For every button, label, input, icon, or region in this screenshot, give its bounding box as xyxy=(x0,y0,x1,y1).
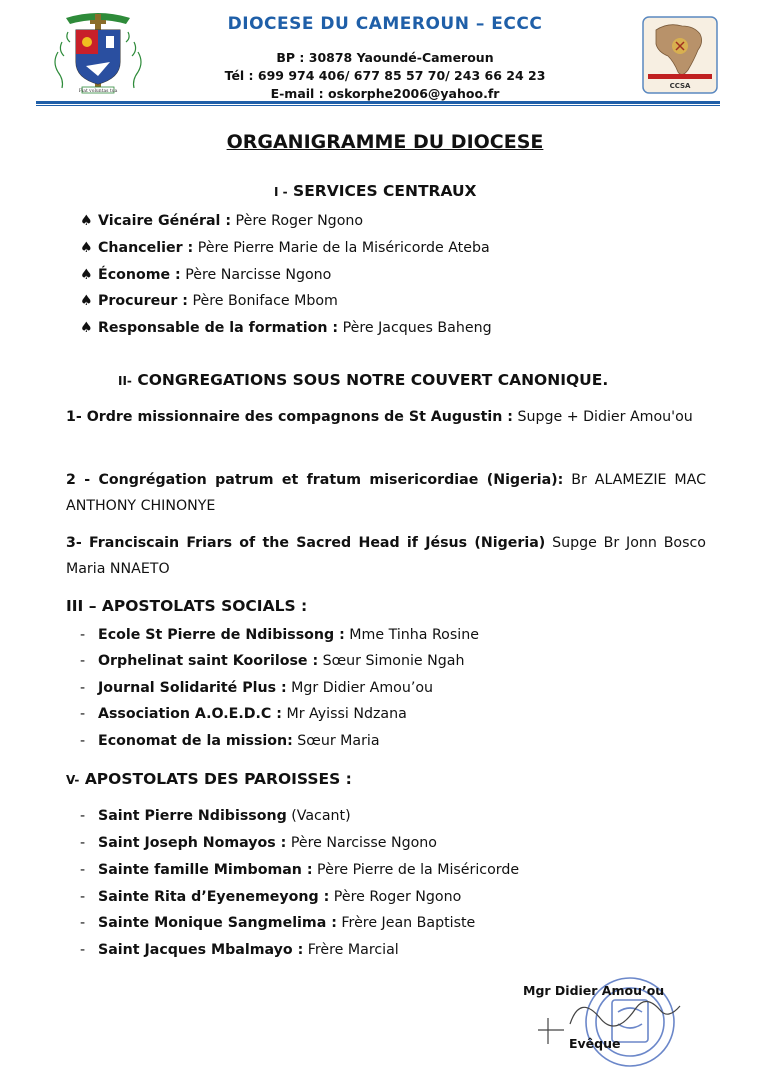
list-item: ♠ Vicaire Général : Père Roger Ngono xyxy=(80,213,364,229)
list-item: ♠ Chancelier : Père Pierre Marie de la Miséricorde Ateba xyxy=(80,240,490,256)
spade-bullet-icon: ♠ xyxy=(80,213,93,229)
dash-bullet-icon: - xyxy=(80,915,86,931)
congregation-item: 3- Franciscain Friars of the Sacred Head if Jésus (Nigeria) Supge Br Jonn Bosco Maria NNAETO xyxy=(66,535,706,577)
congregation-item: 2 - Congrégation patrum et fratum misericordiae (Nigeria): Br ALAMEZIE MAC ANTHONY CHINONYE xyxy=(66,472,706,514)
section-3-heading: III – APOSTOLATS SOCIALS : xyxy=(66,597,308,615)
section-4-heading: V- APOSTOLATS DES PAROISSES : xyxy=(66,770,352,788)
congregation-item: 1- Ordre missionnaire des compagnons de St Augustin : Supge + Didier Amou'ou xyxy=(66,409,693,425)
header-address: BP : 30878 Yaoundé-Cameroun xyxy=(276,50,494,65)
section-1-heading: I - SERVICES CENTRAUX xyxy=(274,182,477,200)
spade-bullet-icon: ♠ xyxy=(80,267,93,283)
dash-bullet-icon: - xyxy=(80,706,86,722)
signature-name: Mgr Didier Amou’ou xyxy=(523,983,665,998)
list-item: - Ecole St Pierre de Ndibissong : Mme Tinha Rosine xyxy=(80,627,479,643)
spade-bullet-icon: ♠ xyxy=(80,293,93,309)
dash-bullet-icon: - xyxy=(80,627,86,643)
list-item: - Orphelinat saint Koorilose : Sœur Simonie Ngah xyxy=(80,653,465,669)
list-item: - Sainte Monique Sangmelima : Frère Jean Baptiste xyxy=(80,915,476,931)
header-rule xyxy=(36,101,720,104)
list-item: ♠ Procureur : Père Boniface Mbom xyxy=(80,293,338,309)
section-2-heading: II- CONGREGATIONS SOUS NOTRE COUVERT CANONIQUE. xyxy=(118,371,609,389)
list-item: - Journal Solidarité Plus : Mgr Didier Amou’ou xyxy=(80,680,434,696)
header-email: E-mail : oskorphe2006@yahoo.fr xyxy=(270,86,500,101)
list-item: - Sainte famille Mimboman : Père Pierre de la Miséricorde xyxy=(80,862,520,878)
dash-bullet-icon: - xyxy=(80,680,86,696)
list-item: - Sainte Rita d’Eyenemeyong : Père Roger Ngono xyxy=(80,889,462,905)
list-item: - Saint Pierre Ndibissong (Vacant) xyxy=(80,808,351,824)
header-rule-thin xyxy=(36,105,720,106)
list-item: - Saint Joseph Nomayos : Père Narcisse Ngono xyxy=(80,835,437,851)
dash-bullet-icon: - xyxy=(80,808,86,824)
list-item: ♠ Économe : Père Narcisse Ngono xyxy=(80,267,332,283)
list-item: - Saint Jacques Mbalmayo : Frère Marcial xyxy=(80,942,399,958)
official-stamp-icon xyxy=(530,962,700,1077)
dash-bullet-icon: - xyxy=(80,889,86,905)
signature-role: Evêque xyxy=(569,1036,621,1051)
crest-motto: Fiat voluntas tua xyxy=(78,89,118,94)
dash-bullet-icon: - xyxy=(80,942,86,958)
list-item: ♠ Responsable de la formation : Père Jacques Baheng xyxy=(80,320,492,336)
list-item: - Economat de la mission: Sœur Maria xyxy=(80,733,380,749)
dash-bullet-icon: - xyxy=(80,862,86,878)
dash-bullet-icon: - xyxy=(80,653,86,669)
header-title: DIOCESE DU CAMEROUN – ECCC xyxy=(227,14,543,34)
spade-bullet-icon: ♠ xyxy=(80,240,93,256)
spade-bullet-icon: ♠ xyxy=(80,320,93,336)
document-title: ORGANIGRAMME DU DIOCESE xyxy=(226,131,544,153)
list-item: - Association A.O.E.D.C : Mr Ayissi Ndzana xyxy=(80,706,407,722)
header-phone: Tél : 699 974 406/ 677 85 57 70/ 243 66 24 23 xyxy=(224,68,546,83)
dash-bullet-icon: - xyxy=(80,733,86,749)
dash-bullet-icon: - xyxy=(80,835,86,851)
logo-text: CCSA xyxy=(669,82,691,90)
ccsa-logo xyxy=(642,16,718,94)
